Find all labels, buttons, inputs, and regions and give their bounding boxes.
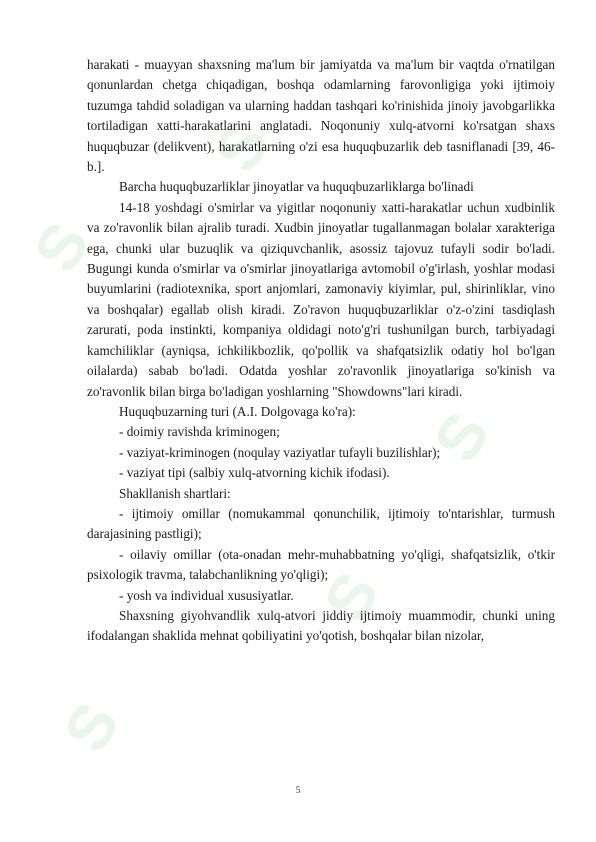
watermark-logo: S [419,400,504,474]
list-item: - ijtimoiy omillar (nomukammal qonunchilik, ijtimoiy to'ntarishlar, turmush darajasining pastligi); [87,505,555,542]
list-item: - vaziyat-kriminogen (noqulay vaziyatlar tufayli buzilishlar); [119,444,441,460]
page-number: 5 [295,785,301,795]
watermark-logo: S [49,690,134,764]
list-item: - doimiy ravishda kriminogen; [119,424,280,440]
paragraph: Shakllanish shartlari: [119,485,231,501]
watermark-logo: S [199,110,284,184]
list-item: - vaziyat tipi (salbiy xulq-atvorning kichik ifodasi). [119,465,390,481]
paragraph: Barcha huquqbuzarliklar jinoyatlar va huquqbuzarliklarga bo'linadi [119,179,474,195]
body-text [87,55,555,647]
paragraph: harakati - muayyan shaxsning ma'lum bir jamiyatda va ma'lum bir vaqtda o'rnatilgan qonunlardan chetga chiqadigan, boshqa odamlarning farovonligiga yoki ijtimoiy tuzumga tahdid soladigan va ularning haddan tashqari ko'rinishida jinoiy javobgarlikka tortiladigan xatti-harakatlarini anglatadi. Noqonuniy xulq-atvorni ko'rsatgan shaxs huquqbuzar (delikvent), harakatlarning o'zi esa huquqbuzarlik deb tasniflanadi [39, 46-b.]. [87,57,555,175]
paragraph: 14-18 yoshdagi o'smirlar va yigitlar noqonuniy xatti-harakatlar uchun xudbinlik va zo'ravonlik bilan ajralib turadi. Xudbin jinoyatlar tugallanmagan bolalar xarakteriga ega, chunki ular buzuqlik va qiziquvchanlik, asossiz tajovuz tufayli sodir bo'ladi. Bugungi kunda o'smirlar va o'smirlar jinoyatlariga avtomobil o'g'irlash, yoshlar modasi buyumlarini (radiotexnika, sport anjomlari, zamonaviy kiyimlar, pul, shirinliklar, vino va boshqalar) egallab olish kiradi. Zo'ravon huquqbuzarliklar o'z-o'zini tasdiqlash zarurati, poda instinkti, kompaniya oldidagi noto'g'ri tushunilgan burch, tarbiyadagi kamchiliklar (ayniqsa, ichkilikbozlik, qo'pollik va shafqatsizlik odatiy hol bo'lgan oilalarda) sabab bo'ladi. Odatda yoshlar zo'ravonlik jinoyatlariga so'kinish va zo'ravonlik bilan birga bo'ladigan yoshlarning "Showdowns"lari kiradi. [87,199,555,399]
list-item: - oilaviy omillar (ota-onadan mehr-muhabbatning yo'qligi, shafqatsizlik, o'tkir psixologik travma, talabchanlikning yo'qligi); [87,546,555,583]
paragraph: Shaxsning giyohvandlik xulq-atvori jiddiy ijtimoiy muammodir, chunki uning ifodalangan shaklida mehnat qobiliyatini yo'qotish, boshqalar bilan nizolar, [87,607,555,644]
watermark-logo: S [309,560,394,634]
paragraph: Huquqbuzarning turi (A.I. Dolgovaga ko'ra): [119,403,356,419]
list-item: - yosh va individual xususiyatlar. [119,587,294,603]
watermark-logo: S [19,210,104,284]
